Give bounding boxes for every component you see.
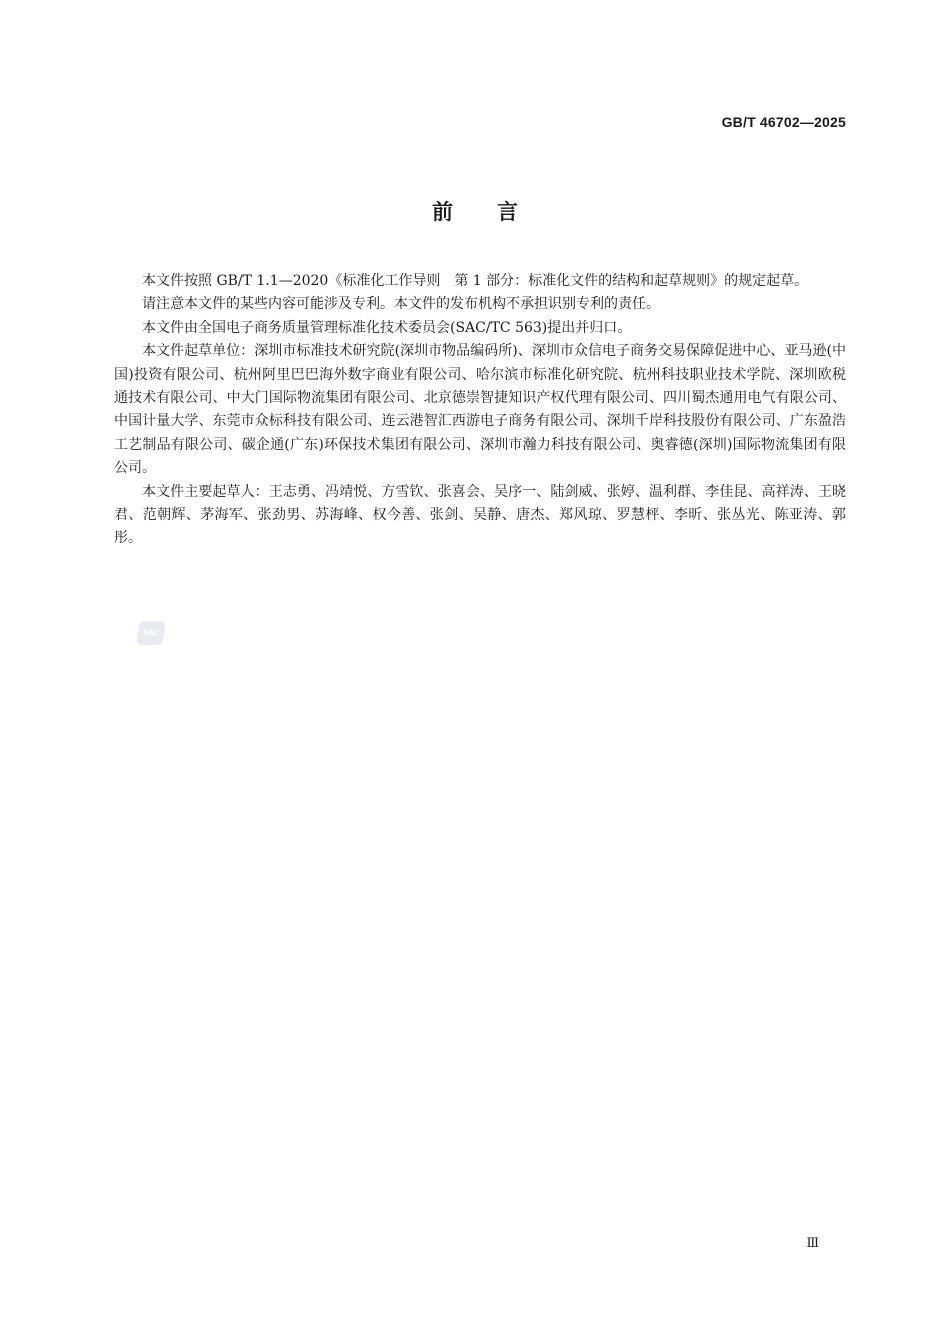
page-title: 前言: [432, 200, 562, 224]
foreword-body: [114, 270, 846, 551]
paragraph-drafters: 本文件主要起草人：王志勇、冯靖悦、方雪钦、张喜会、吴序一、陆剑威、张婷、温利群、李佳昆、高祥涛、王晓君、范朝辉、茅海军、张劲男、苏海峰、权今善、张剑、吴静、唐杰、郑风琼、罗慧枰、李昕、张丛光、陈亚涛、郭彤。: [114, 483, 846, 547]
sac-watermark-logo: SAC: [136, 621, 165, 645]
page-number: Ⅲ: [806, 1236, 819, 1251]
standard-code: GB/T 46702—2025: [721, 114, 846, 130]
paragraph-patent-notice: 请注意本文件的某些内容可能涉及专利。本文件的发布机构不承担识别专利的责任。: [142, 296, 660, 313]
paragraph-drafting-rules: 本文件按照 GB/T 1.1—2020《标准化工作导则 第 1 部分：标准化文件的结构和起草规则》的规定起草。: [142, 273, 809, 289]
paragraph-proposer: 本文件由全国电子商务质量管理标准化技术委员会(SAC/TC 563)提出并归口。: [142, 319, 632, 336]
paragraph-drafting-units: 本文件起草单位：深圳市标准技术研究院(深圳市物品编码所)、深圳市众信电子商务交易保障促进中心、亚马逊(中国)投资有限公司、杭州阿里巴巴海外数字商业有限公司、哈尔滨市标准化研究院、杭州科技职业技术学院、深圳欧税通技术有限公司、中大门国际物流集团有限公司、北京德崇智捷知识产权代理有限公司、四川蜀杰通用电气有限公司、中国计量大学、东莞市众标科技有限公司、连云港智汇西游电子商务有限公司、深圳千岸科技股份有限公司、广东盈浩工艺制品有限公司、碳企通(广东)环保技术集团有限公司、深圳市瀚力科技有限公司、奥睿德(深圳)国际物流集团有限公司。: [114, 343, 846, 477]
